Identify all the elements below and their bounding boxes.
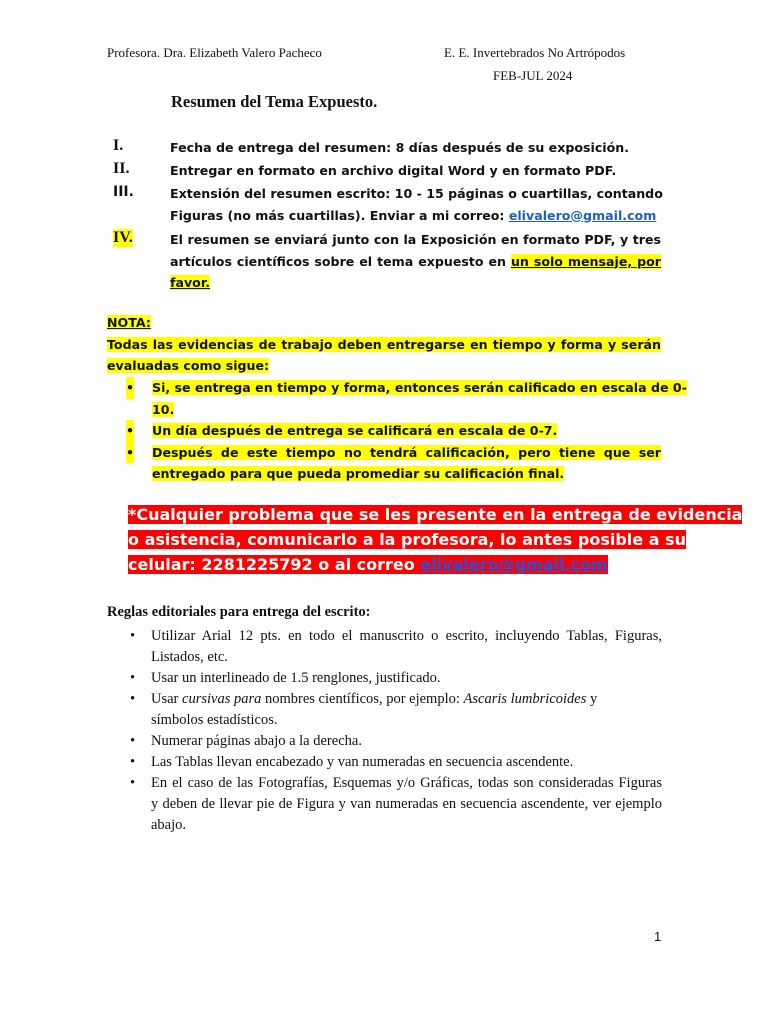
list-item [130, 752, 662, 773]
note-bullet-list [126, 377, 687, 485]
note-text-line: evaluadas como sigue: [107, 358, 270, 373]
list-item [126, 442, 661, 485]
list-item-text: Numerar páginas abajo a la derecha. [151, 733, 362, 749]
list-item-text: Si, se entrega en tiempo y forma, entonces serán calificado en escala de 0- [152, 380, 687, 395]
list-item-text: 10. [152, 401, 175, 417]
list-item-text: Las Tablas llevan encabezado y van numeradas en secuencia ascendente. [151, 754, 574, 770]
email-link[interactable]: elivalero@gmail.com [508, 207, 657, 223]
bullet-icon: • [126, 442, 134, 464]
item-text: Fecha de entrega del resumen: 8 días después de su exposición. [170, 140, 630, 155]
list-item-text: y deben de llevar pie de Figura y van numeradas en secuencia ascendente, ver ejemplo [151, 796, 662, 812]
bullet-icon: • [126, 420, 134, 442]
header-term: FEB-JUL 2024 [493, 68, 573, 83]
document-title: Resumen del Tema Expuesto. [171, 92, 378, 111]
list-item [130, 731, 662, 752]
item-text-line: Extensión del resumen escrito: 10 - 15 páginas o cuartillas, contando [170, 186, 663, 201]
bullet-icon: • [130, 775, 136, 791]
item-numeral: IV. [113, 229, 133, 246]
item-text [170, 229, 661, 294]
list-item-text: En el caso de las Fotografías, Esquemas y/o Gráficas, todas son consideradas Figuras [151, 775, 662, 791]
list-item [126, 377, 687, 420]
bullet-icon: • [130, 733, 136, 749]
warning-text-line: *Cualquier problema que se les presente en la entrega de evidencia [128, 505, 743, 524]
bullet-icon: • [126, 377, 134, 399]
page-number: 1 [654, 929, 662, 944]
note-text-line: Todas las evidencias de trabajo deben entregarse en tiempo y forma y serán [107, 336, 661, 352]
highlighted-phrase: un solo mensaje, por [510, 253, 661, 269]
item-text-line: El resumen se enviará junto con la Exposición en formato PDF, y tres [170, 232, 661, 247]
list-item [130, 668, 662, 689]
italic-text: cursivas para [182, 691, 262, 707]
list-item [130, 689, 662, 731]
warning-text-line: celular: 2281225792 o al correo [128, 555, 421, 574]
list-item [130, 773, 662, 836]
bullet-icon: • [130, 670, 136, 686]
bullet-icon: • [130, 691, 136, 707]
rules-heading: Reglas editoriales para entrega del escrito: [107, 604, 371, 620]
highlighted-phrase: favor. [170, 275, 211, 290]
note-label: NOTA: [107, 315, 151, 330]
list-item-text: nombres científicos, por ejemplo: [261, 691, 464, 707]
header-author: Profesora. Dra. Elizabeth Valero Pacheco [107, 45, 322, 60]
note-block [107, 312, 661, 377]
list-item-text: Listados, etc. [151, 649, 228, 665]
list-item-text: símbolos estadísticos. [151, 712, 278, 728]
list-item [130, 626, 662, 668]
bullet-icon: • [130, 628, 136, 644]
list-item-text: Usar un interlineado de 1.5 renglones, justificado. [151, 670, 441, 686]
item-text-line: artículos científicos sobre el tema expuesto en [170, 253, 511, 269]
list-item-text: y [586, 691, 598, 707]
rules-list [130, 626, 662, 836]
item-numeral: I. [113, 137, 124, 154]
list-item-text: Después de este tiempo no tendrá calificación, pero tiene que ser [152, 444, 661, 460]
bullet-icon: • [130, 754, 136, 770]
warning-text-line: o asistencia, comunicarlo a la profesora, lo antes posible a su [128, 530, 686, 549]
item-numeral: III. [113, 184, 134, 200]
list-item-text: entregado para que pueda promediar su calificación final. [152, 466, 565, 481]
italic-species-name: Ascaris lumbricoides [463, 691, 587, 707]
email-link[interactable]: elivalero@gmail.com [420, 555, 608, 574]
item-numeral: II. [113, 160, 130, 177]
warning-block [128, 502, 743, 577]
item-text-line: Figuras (no más cuartillas). Enviar a mi correo: [170, 207, 509, 223]
list-item-text: abajo. [151, 817, 187, 833]
item-text [170, 183, 661, 226]
item-text: Entregar en formato en archivo digital Word y en formato PDF. [170, 163, 617, 178]
list-item-text: Un día después de entrega se calificará en escala de 0-7. [152, 423, 558, 438]
header-course: E. E. Invertebrados No Artrópodos [444, 45, 626, 60]
list-item-text: Usar [151, 691, 183, 707]
list-item [126, 420, 661, 442]
list-item-text: Utilizar Arial 12 pts. en todo el manuscrito o escrito, incluyendo Tablas, Figuras, [151, 628, 662, 644]
